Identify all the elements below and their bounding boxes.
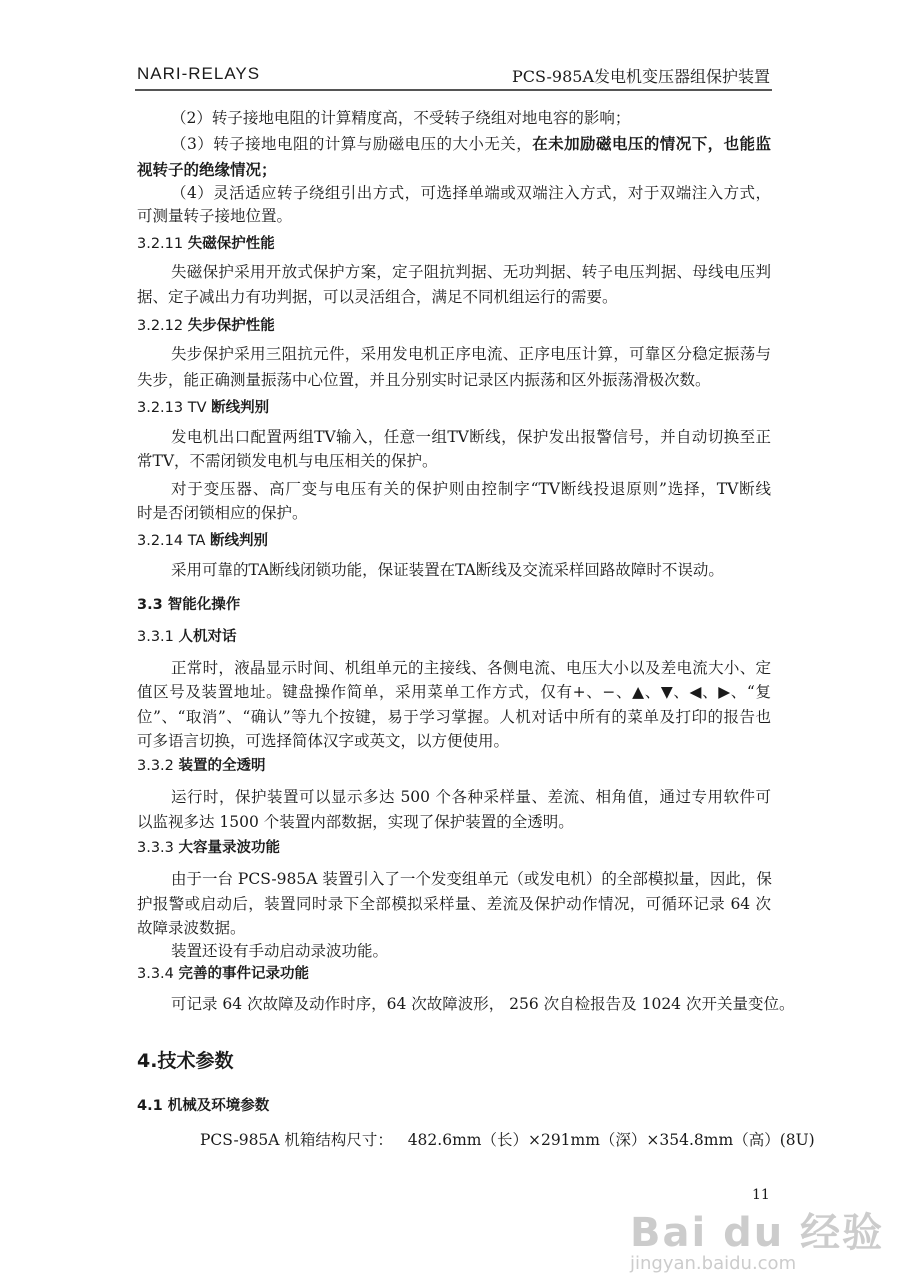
section-heading-3-3: 3.3 智能化操作 <box>137 597 241 613</box>
section-heading-3-2-13: 3.2.13 TV 断线判别 <box>137 400 270 416</box>
bold-text-segment: 视转子的绝缘情况； <box>137 160 277 179</box>
text-line: 时是否闭锁相应的保护。 <box>137 504 308 522</box>
text-line: 护报警或启动后，装置同时录下全部模拟采样量、差流及保护动作情况，可循环记录 64 次 <box>137 895 771 913</box>
text-line: 可多语言切换，可选择简体汉字或英文，以方便使用。 <box>137 732 510 750</box>
section-heading-3-2-14: 3.2.14 TA 断线判别 <box>137 533 268 549</box>
baidu-watermark <box>630 1212 884 1274</box>
text-line: 常TV，不需闭锁发电机与电压相关的保护。 <box>137 452 438 470</box>
text-line: 采用可靠的TA断线闭锁功能，保证装置在TA断线及交流采样回路故障时不误动。 <box>171 561 724 579</box>
text-line: 可记录 64 次故障及动作时序，64 次故障波形， 256 次自检报告及 1024 次开关量变位。 <box>171 995 795 1013</box>
text-line <box>137 133 771 155</box>
chapter-heading-4: 4.技术参数 <box>137 1050 234 1072</box>
text-line <box>137 159 771 181</box>
watermark-logo: Bai du 经验 <box>630 1210 885 1256</box>
text-line: （4）灵活适应转子绕组引出方式，可选择单端或双端注入方式，对于双端注入方式， <box>171 184 771 202</box>
text-line: 失步保护采用三阻抗元件，采用发电机正序电流、正序电压计算，可靠区分稳定振荡与 <box>171 345 771 363</box>
section-heading-3-2-12: 3.2.12 失步保护性能 <box>137 318 275 334</box>
bold-text-segment: 在未加励磁电压的情况下，也能监 <box>532 134 771 153</box>
header-title: PCS-985A发电机变压器组保护装置 <box>511 67 770 86</box>
section-heading-4-1: 4.1 机械及环境参数 <box>137 1098 270 1114</box>
section-heading-3-3-2: 3.3.2 装置的全透明 <box>137 758 266 774</box>
page-number: 11 <box>752 1187 770 1203</box>
text-line: （2）转子接地电阻的计算精度高，不受转子绕组对地电容的影响； <box>171 109 631 127</box>
text-line: 运行时，保护装置可以显示多达 500 个各种采样量、差流、相角值，通过专用软件可 <box>171 788 771 806</box>
text-line: 由于一台 PCS-985A 装置引入了一个发变组单元（或发电机）的全部模拟量，因此，保 <box>171 870 772 888</box>
text-line: 据、定子减出力有功判据，可以灵活组合，满足不同机组运行的需要。 <box>137 288 618 306</box>
text-line: 对于变压器、高厂变与电压有关的保护则由控制字“TV断线投退原则”选择，TV断线 <box>171 480 771 498</box>
text-line: 以监视多达 1500 个装置内部数据，实现了保护装置的全透明。 <box>137 813 574 831</box>
text-segment: （3）转子接地电阻的计算与励磁电压的大小无关， <box>171 135 533 153</box>
watermark-url: jingyan.baidu.com <box>630 1253 797 1274</box>
section-heading-3-2-11: 3.2.11 失磁保护性能 <box>137 236 275 252</box>
text-line: 位”、“取消”、“确认”等九个按键，易于学习掌握。人机对话中所有的菜单及打印的报告也 <box>137 708 771 726</box>
text-line: 可测量转子接地位置。 <box>137 207 293 225</box>
section-heading-3-3-1: 3.3.1 人机对话 <box>137 629 237 645</box>
dimension-spec: PCS-985A 机箱结构尺寸： 482.6mm（长）×291mm（深）×354.8mm（高）(8U) <box>200 1131 815 1149</box>
section-heading-3-3-4: 3.3.4 完善的事件记录功能 <box>137 966 310 982</box>
section-heading-3-3-3: 3.3.3 大容量录波功能 <box>137 840 281 856</box>
text-line: 装置还设有手动启动录波功能。 <box>171 942 389 960</box>
text-line: 值区号及装置地址。键盘操作简单，采用菜单工作方式，仅有+、−、▲、▼、◀、▶、“复 <box>137 683 771 701</box>
text-line: 正常时，液晶显示时间、机组单元的主接线、各侧电流、电压大小以及差电流大小、定 <box>171 659 771 677</box>
text-line: 失步，能正确测量振荡中心位置，并且分别实时记录区内振荡和区外振荡滑极次数。 <box>137 371 711 389</box>
header-brand: NARI-RELAYS <box>137 64 261 83</box>
text-line: 发电机出口配置两组TV输入，任意一组TV断线，保护发出报警信号，并自动切换至正 <box>171 428 771 446</box>
text-line: 故障录波数据。 <box>137 919 246 937</box>
header-rule <box>135 89 772 91</box>
text-line: 失磁保护采用开放式保护方案，定子阻抗判据、无功判据、转子电压判据、母线电压判 <box>171 263 771 281</box>
